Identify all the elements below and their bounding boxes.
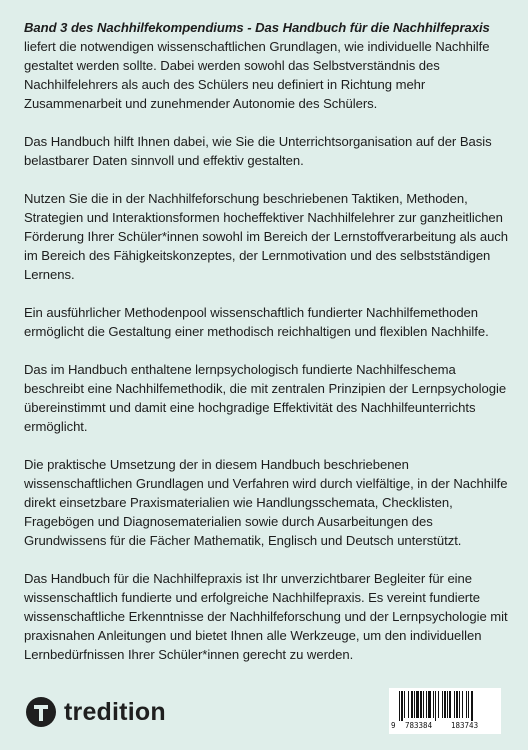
barcode-bars	[393, 691, 497, 721]
barcode-group-right: 183743	[451, 721, 479, 730]
isbn-barcode	[389, 688, 501, 734]
paragraph-practice: Die praktische Umsetzung der in diesem Handbuch beschriebenen wissenschaftlichen Grundlagen und Verfahren wird durch vielfältige, in der Nachhilfe direkt einsetzbare Praxismaterialien wie Handlungsschemata, Checklisten, Fragebögen und Diagnosematerialien sowie durch Ausarbeitungen des Grundwissens für die Fächer Mathematik, Englisch und Deutsch unterstützt.	[24, 457, 508, 548]
barcode-group-left: 783384	[405, 721, 433, 730]
publisher-name: tredition	[64, 697, 166, 726]
tredition-logo-icon	[26, 697, 56, 727]
paragraph-summary: Das Handbuch für die Nachhilfepraxis ist Ihr unverzichtbarer Begleiter für eine wissenschaftlich fundierte und erfolgreiche Nachhilfepraxis. Es vereint fundierte wissenschaftliche Erkenntnisse der Nachhilfeforschung und der Lernpsychologie mit praxisnahen Anleitungen und bietet Ihnen alle Werkzeuge, um den individuellen Lernbedürfnissen Ihrer Schüler*innen gerecht zu werden.	[24, 571, 508, 662]
paragraph-schema: Das im Handbuch enthaltene lernpsychologisch fundierte Nachhilfeschema beschreibt eine Nachhilfemethodik, die mit zentralen Prinzipien der Lernpsychologie übereinstimmt und damit eine hochgradige Effektivität des Nachhilfeunterrichts ermöglicht.	[24, 362, 507, 434]
publisher-logo	[26, 695, 166, 729]
barcode-digit-first: 9	[391, 721, 396, 730]
intro-text: liefert die notwendigen wissenschaftlichen Grundlagen, wie individuelle Nachhilfe gestaltet werden sollte. Dabei werden sowohl das Selbstverständnis des Nachhilfelehrers als auch des Schülers neu definiert in Richtung mehr Zusammenarbeit und zunehmender Autonomie des Schülers.	[24, 39, 490, 111]
book-title-lead: Band 3 des Nachhilfekompendiums - Das Handbuch für die Nachhilfepraxis	[24, 20, 490, 35]
paragraph-organisation: Das Handbuch hilft Ihnen dabei, wie Sie die Unterrichtsorganisation auf der Basis belastbarer Daten sinnvoll und effektiv gestalten.	[24, 134, 492, 168]
intro-paragraph	[24, 18, 512, 113]
paragraph-method-pool: Ein ausführlicher Methodenpool wissenschaftlich fundierter Nachhilfemethoden ermöglicht die Gestaltung einer methodisch reichhaltigen und flexiblen Nachhilfe.	[24, 305, 489, 339]
paragraph-tactics: Nutzen Sie die in der Nachhilfeforschung beschriebenen Taktiken, Methoden, Strategien und Interaktionsformen hocheffektiver Nachhilfelehrer zur ganzheitlichen Förderung Ihrer Schüler*innen sowohl im Bereich der Lernstoffverarbeitung als auch im Bereich des Fähigkeitskonzeptes, der Lernmotivation und des selbstständigen Lernens.	[24, 191, 509, 282]
back-cover-text	[24, 18, 512, 683]
